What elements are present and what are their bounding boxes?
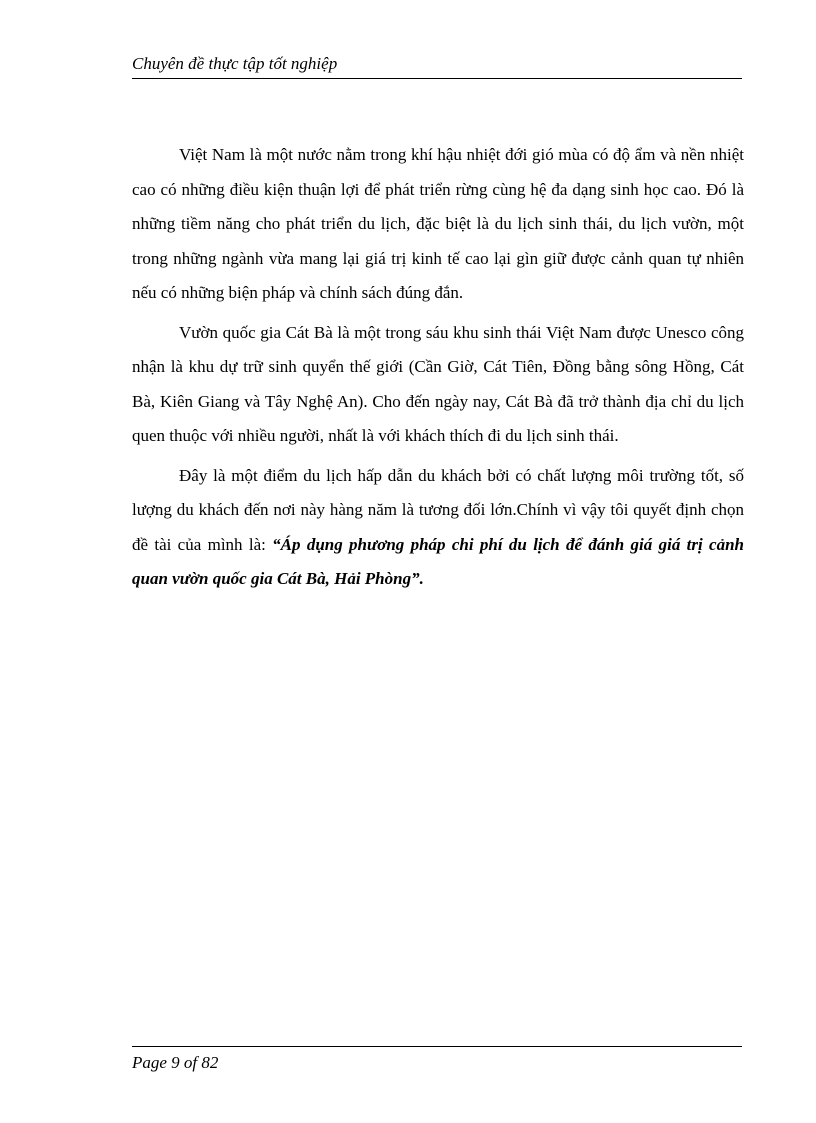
paragraph-3	[132, 459, 744, 597]
document-body	[132, 138, 744, 597]
page-footer	[132, 1046, 742, 1072]
header-title: Chuyên đề thực tập tốt nghiệp	[132, 54, 338, 73]
paragraph-2: Vườn quốc gia Cát Bà là một trong sáu khu sinh thái Việt Nam được Unesco công nhận là khu dự trữ sinh quyển thế giới (Cần Giờ, Cát Tiên, Đồng bằng sông Hồng, Cát Bà, Kiên Giang và Tây Nghệ An). Cho đến ngày nay, Cát Bà đã trở thành địa chỉ du lịch quen thuộc với nhiều người, nhất là với khách thích đi du lịch sinh thái.	[132, 322, 744, 445]
page-number: Page 9 of 82	[132, 1053, 219, 1072]
paragraph-3-intro: Đây là một điểm du lịch hấp dẫn du khách bởi có chất lượng môi trường tốt, số lượng du khách đến nơi này hàng năm là tương đối lớn.Chính vì vậy tôi quyết định chọn đề tài của mình là:	[132, 465, 744, 554]
paragraph-1: Việt Nam là một nước nằm trong khí hậu nhiệt đới gió mùa có độ ẩm và nền nhiệt cao có những điều kiện thuận lợi để phát triển rừng cùng hệ đa dạng sinh học cao. Đó là những tiềm năng cho phát triển du lịch, đặc biệt là du lịch sinh thái, du lịch vườn, một trong những ngành vừa mang lại giá trị kinh tế cao lại gìn giữ được cảnh quan tự nhiên nếu có những biện pháp và chính sách đúng đắn.	[132, 145, 744, 302]
thesis-topic: “Áp dụng phương pháp chi phí du lịch để đánh giá giá trị cảnh quan vườn quốc gia Cát Bà, Hải Phòng”.	[132, 534, 744, 588]
page-header	[132, 52, 742, 79]
